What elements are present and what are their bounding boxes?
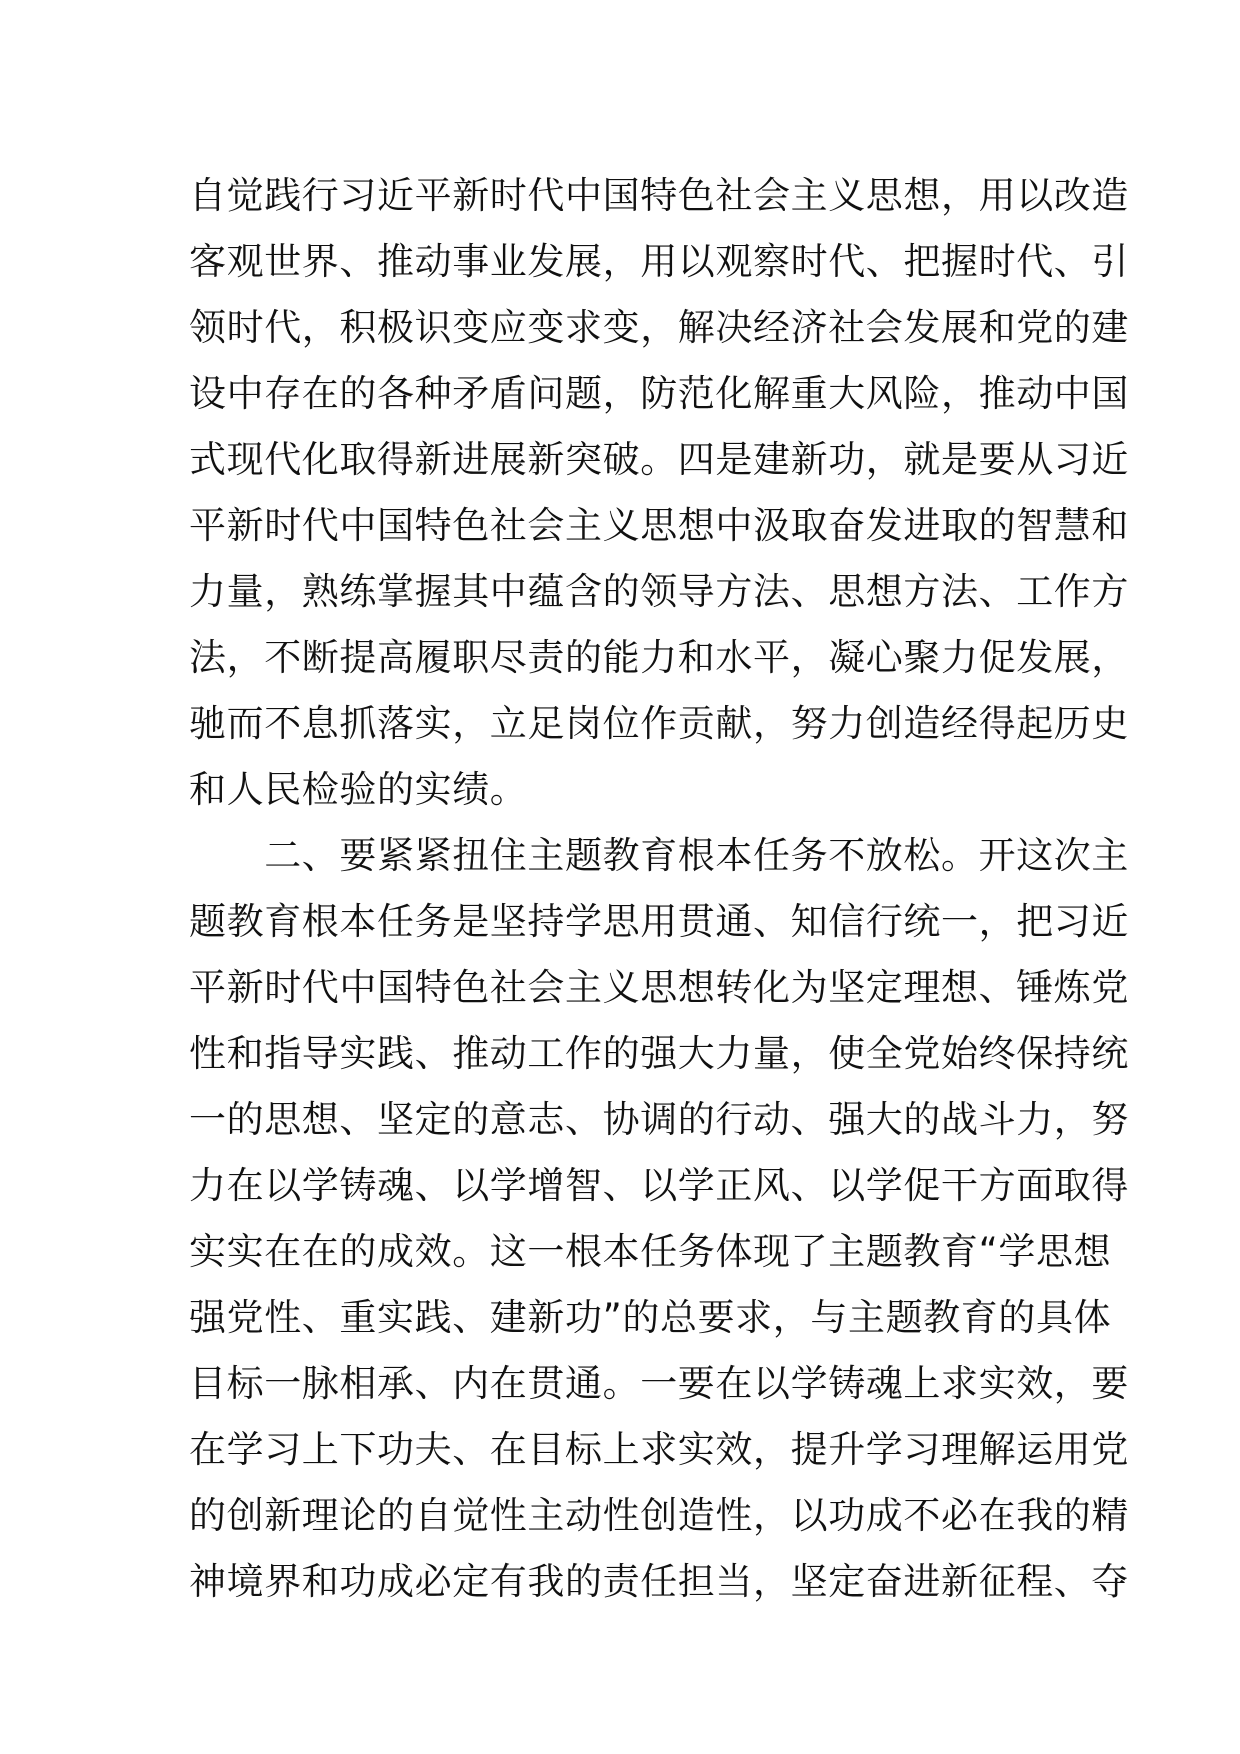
text-line: 驰而不息抓落实，立足岗位作贡献，努力创造经得起历史 [189, 702, 1129, 745]
text-line: 实实在在的成效。这一根本任务体现了主题教育“学思想 [189, 1230, 1112, 1273]
text-line: 和人民检验的实绩。 [189, 768, 528, 811]
text-line: 领时代，积极识变应变求变，解决经济社会发展和党的建 [189, 306, 1129, 349]
text-line: 法，不断提高履职尽责的能力和水平，凝心聚力促发展， [189, 636, 1129, 679]
text-line: 客观世界、推动事业发展，用以观察时代、把握时代、引 [189, 240, 1129, 283]
text-line: 设中存在的各种矛盾问题，防范化解重大风险，推动中国 [189, 372, 1129, 415]
text-line: 自觉践行习近平新时代中国特色社会主义思想，用以改造 [189, 174, 1129, 217]
text-line: 目标一脉相承、内在贯通。一要在以学铸魂上求实效，要 [189, 1362, 1129, 1405]
text-line: 一的思想、坚定的意志、协调的行动、强大的战斗力，努 [189, 1098, 1129, 1141]
body-text [189, 163, 1129, 1615]
text-line: 题教育根本任务是坚持学思用贯通、知信行统一，把习近 [189, 900, 1129, 943]
text-line: 的创新理论的自觉性主动性创造性，以功成不必在我的精 [189, 1494, 1129, 1537]
text-line: 平新时代中国特色社会主义思想转化为坚定理想、锤炼党 [189, 966, 1129, 1009]
text-line: 强党性、重实践、建新功”的总要求，与主题教育的具体 [189, 1296, 1112, 1339]
text-line: 在学习上下功夫、在目标上求实效，提升学习理解运用党 [189, 1428, 1129, 1471]
text-line: 性和指导实践、推动工作的强大力量，使全党始终保持统 [189, 1032, 1129, 1075]
text-line: 神境界和功成必定有我的责任担当，坚定奋进新征程、夺 [189, 1560, 1129, 1603]
text-line: 平新时代中国特色社会主义思想中汲取奋发进取的智慧和 [189, 504, 1129, 547]
text-line: 式现代化取得新进展新突破。四是建新功，就是要从习近 [189, 438, 1129, 481]
text-line: 力量，熟练掌握其中蕴含的领导方法、思想方法、工作方 [189, 570, 1129, 613]
section-heading-line: 二、要紧紧扭住主题教育根本任务不放松。开这次主 [189, 834, 1129, 877]
text-line: 力在以学铸魂、以学增智、以学正风、以学促干方面取得 [189, 1164, 1129, 1207]
